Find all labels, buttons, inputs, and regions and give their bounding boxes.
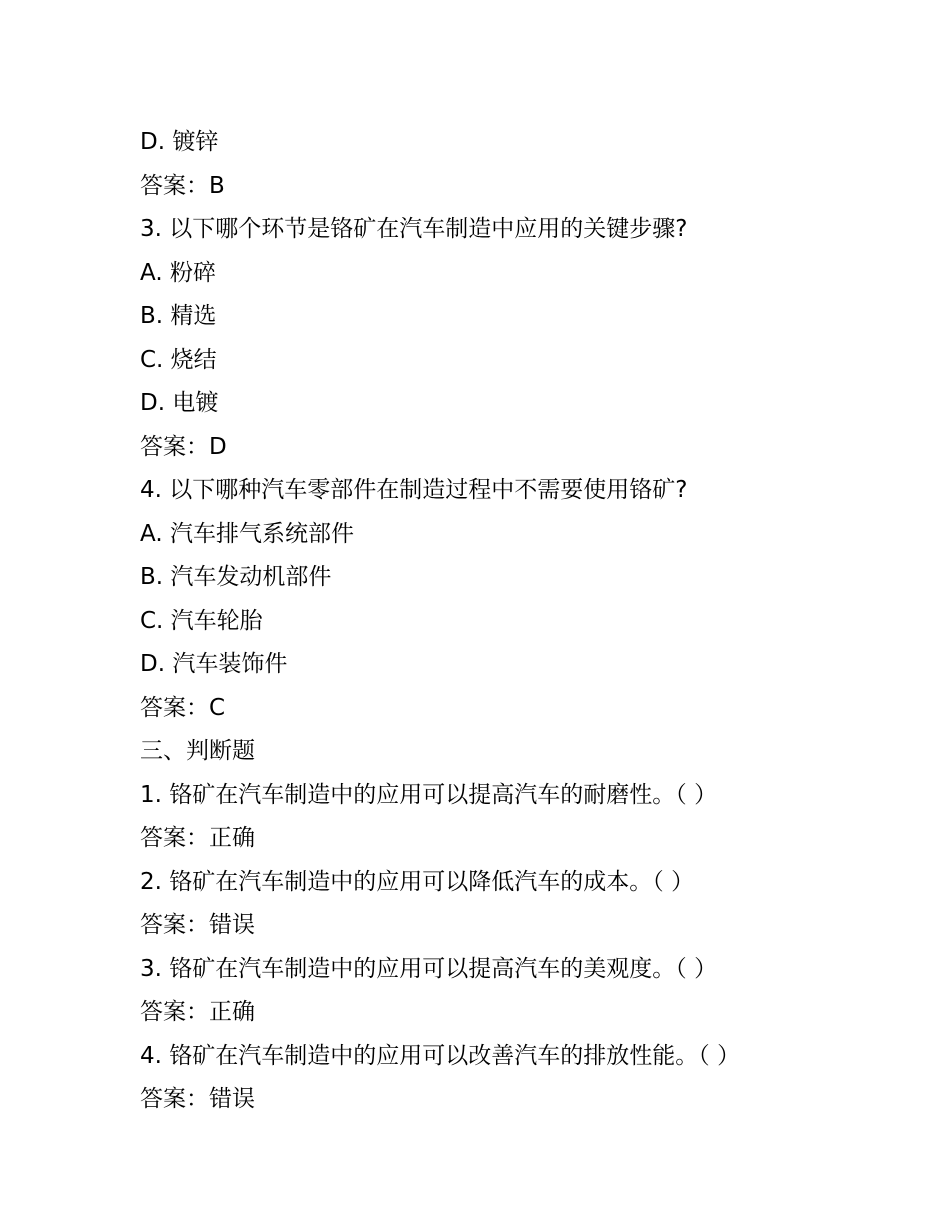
- option-line: A. 汽车排气系统部件: [140, 520, 354, 547]
- question-line: 3. 以下哪个环节是铬矿在汽车制造中应用的关键步骤?: [140, 216, 688, 242]
- answer-line: 答案：D: [140, 433, 227, 460]
- section-heading: 三、判断题: [140, 738, 255, 764]
- question-line: 4. 以下哪种汽车零部件在制造过程中不需要使用铬矿?: [140, 477, 688, 503]
- option-line: D. 镀锌: [140, 129, 219, 155]
- question-line: 4. 铬矿在汽车制造中的应用可以改善汽车的排放性能。（ ）: [140, 1042, 741, 1069]
- option-line: D. 汽车装饰件: [140, 651, 288, 677]
- answer-line: 答案：B: [140, 172, 225, 199]
- answer-line: 答案：C: [140, 694, 226, 721]
- document-body: [140, 121, 900, 1122]
- question-line: 1. 铬矿在汽车制造中的应用可以提高汽车的耐磨性。（ ）: [140, 781, 718, 808]
- option-line: C. 汽车轮胎: [140, 607, 263, 634]
- option-line: D. 电镀: [140, 390, 219, 416]
- option-line: C. 烧结: [140, 346, 217, 373]
- option-line: B. 精选: [140, 303, 217, 329]
- question-line: 3. 铬矿在汽车制造中的应用可以提高汽车的美观度。（ ）: [140, 955, 718, 982]
- option-line: A. 粉碎: [140, 259, 216, 286]
- answer-line: 答案：错误: [140, 912, 255, 938]
- question-line: 2. 铬矿在汽车制造中的应用可以降低汽车的成本。（ ）: [140, 868, 695, 895]
- answer-line: 答案：错误: [140, 1086, 255, 1112]
- answer-line: 答案：正确: [140, 999, 255, 1025]
- option-line: B. 汽车发动机部件: [140, 564, 332, 590]
- answer-line: 答案：正确: [140, 825, 255, 851]
